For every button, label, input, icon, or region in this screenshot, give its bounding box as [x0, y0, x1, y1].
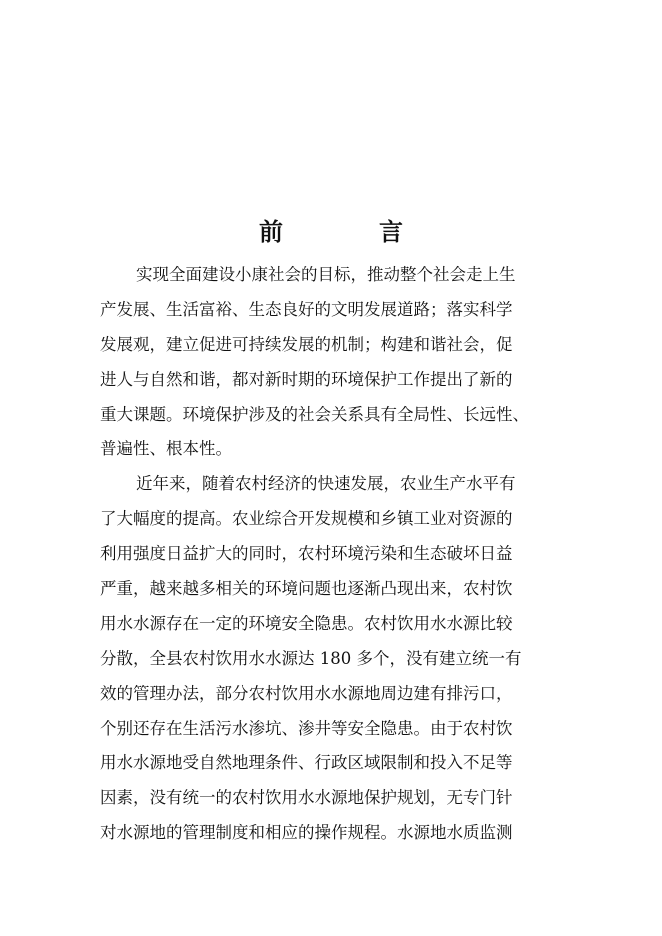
text-line: 个别还存在生活污水渗坑、渗井等安全隐患。由于农村饮 — [100, 718, 513, 738]
body-text — [100, 258, 562, 851]
text-line: 进人与自然和谐，都对新时期的环境保护工作提出了新的 — [100, 369, 513, 389]
text-line: 普遍性、根本性。 — [100, 439, 232, 459]
text-line: 分散，全县农村饮用水水源达 180 多个，没有建立统一有 — [100, 648, 522, 668]
text-line: 发展观，建立促进可持续发展的机制；构建和谐社会，促 — [100, 334, 513, 354]
text-line: 了大幅度的提高。农业综合开发规模和乡镇工业对资源的 — [100, 509, 513, 529]
title-char-right: 言 — [379, 218, 403, 246]
page-title — [0, 212, 662, 247]
text-line: 效的管理办法，部分农村饮用水水源地周边建有排污口， — [100, 683, 513, 703]
text-line: 产发展、生活富裕、生态良好的文明发展道路；落实科学 — [100, 299, 513, 319]
paragraph-1 — [100, 258, 562, 467]
text-line: 近年来，随着农村经济的快速发展，农业生产水平有 — [136, 474, 516, 494]
title-char-left: 前 — [259, 218, 283, 246]
paragraph-2 — [100, 467, 562, 851]
text-line: 因素，没有统一的农村饮用水水源地保护规划，无专门针 — [100, 788, 513, 808]
text-line: 用水水源存在一定的环境安全隐患。农村饮用水水源比较 — [100, 613, 513, 633]
text-line: 用水水源地受自然地理条件、行政区域限制和投入不足等 — [100, 753, 513, 773]
text-line: 重大课题。环境保护涉及的社会关系具有全局性、长远性、 — [100, 404, 529, 424]
text-line: 实现全面建设小康社会的目标，推动整个社会走上生 — [136, 265, 516, 284]
text-line: 对水源地的管理制度和相应的操作规程。水源地水质监测 — [100, 823, 513, 843]
text-line: 利用强度日益扩大的同时，农村环境污染和生态破坏日益 — [100, 544, 513, 564]
text-line: 严重，越来越多相关的环境问题也逐渐凸现出来，农村饮 — [100, 579, 513, 599]
